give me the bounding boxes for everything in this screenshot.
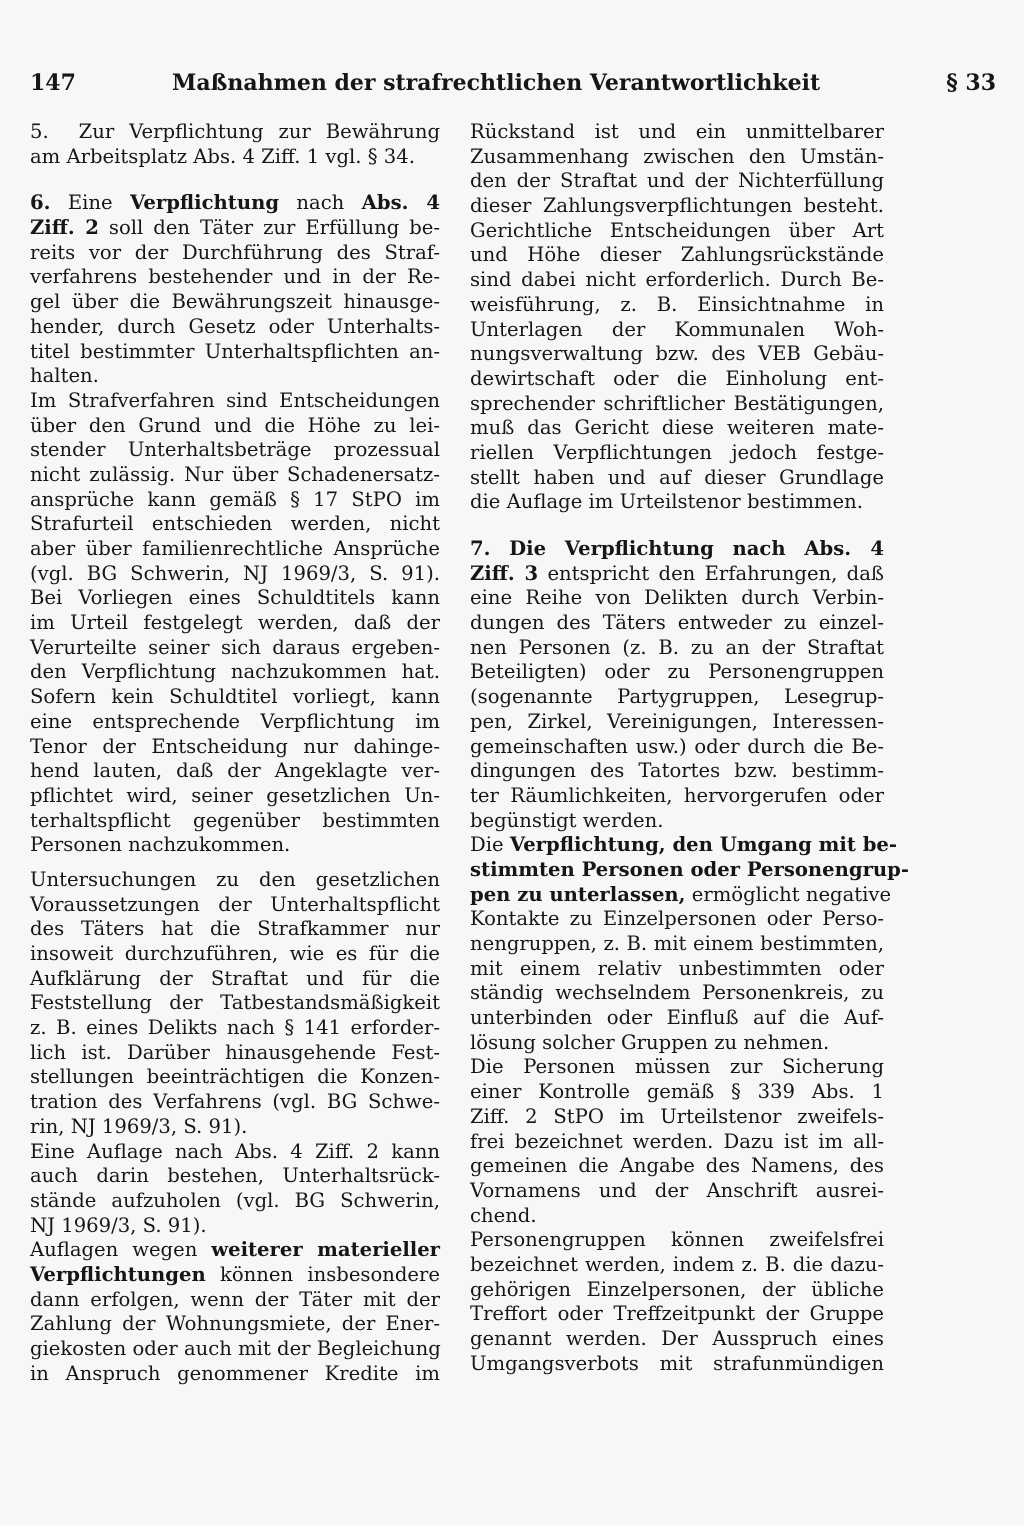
text-line: Voraussetzungen der Unterhaltspflicht <box>30 892 440 916</box>
text-line: Auflagen wegen weiterer materieller <box>30 1238 440 1262</box>
text-line: Rückstand ist und ein unmittelbarer <box>470 120 884 143</box>
paragraph-5 <box>30 120 440 169</box>
text-line: 6. Eine Verpflichtung nach Abs. 4 <box>30 191 441 215</box>
left-column <box>30 120 440 1386</box>
text-line: genannt werden. Der Ausspruch eines <box>470 1327 884 1350</box>
text-line: stände aufzuholen (vgl. BG Schwerin, <box>30 1188 440 1212</box>
text-line: nengruppen, z. B. mit einem bestimmten, <box>470 932 884 955</box>
running-header <box>30 70 996 102</box>
text-line: nungsverwaltung bzw. des VEB Gebäu- <box>470 342 884 366</box>
text-line: (vgl. BG Schwerin, NJ 1969/3, S. 91). <box>30 561 440 585</box>
text-line: Gerichtliche Entscheidungen über Art <box>470 218 884 242</box>
text-line: stellungen beeinträchtigen die Konzen- <box>30 1065 440 1089</box>
paragraph-untersuchungen <box>30 868 440 1238</box>
text-line: und Höhe dieser Zahlungsrückstände <box>470 243 884 267</box>
paragraph-rueckstand <box>470 120 884 515</box>
text-line: stimmten Personen oder Personengrup- <box>470 857 909 881</box>
text-line: Feststellung der Tatbestandsmäßigkeit <box>30 991 440 1015</box>
text-line: den Verpflichtung nachzukommen hat. <box>30 660 440 684</box>
text-line: Ziff. 3 entspricht den Erfahrungen, daß <box>470 561 884 585</box>
text-line: giekosten oder auch mit der Begleichung <box>30 1337 441 1360</box>
text-line: Ziff. 2 StPO im Urteilstenor zweifels- <box>470 1104 884 1128</box>
text-line: lich ist. Darüber hinausgehende Fest- <box>30 1040 440 1064</box>
text-line: sind dabei nicht erforderlich. Durch Be- <box>470 268 884 292</box>
text-line: Aufklärung der Straftat und für die <box>30 966 440 990</box>
text-line: terhaltspflicht gegenüber bestimmten <box>30 808 440 832</box>
text-line: Verurteilte seiner sich daraus ergeben- <box>30 635 440 659</box>
text-line: eine Reihe von Delikten durch Verbin- <box>470 586 884 610</box>
text-line: sprechender schriftlicher Bestätigungen, <box>470 391 884 415</box>
text-line: dieser Zahlungsverpflichtungen besteht. <box>470 194 884 218</box>
text-line: Personen nachzukommen. <box>30 833 291 857</box>
text-line: ansprüche kann gemäß § 17 StPO im <box>30 487 440 511</box>
text-line: Kontakte zu Einzelpersonen oder Perso- <box>470 907 884 931</box>
text-line: hender, durch Gesetz oder Unterhalts- <box>30 314 440 338</box>
text-line: Die Verpflichtung, den Umgang mit be- <box>470 833 898 857</box>
text-line: stender Unterhaltsbeträge prozessual <box>30 438 440 462</box>
text-line: pen, Zirkel, Vereinigungen, Interessen- <box>470 709 884 733</box>
paragraph-number: 6. <box>30 191 51 215</box>
paragraph-umgang <box>470 833 909 1055</box>
text-line: NJ 1969/3, S. 91). <box>30 1213 207 1237</box>
text-line: nicht zulässig. Nur über Schadenersatz- <box>30 462 440 486</box>
text-line: Zusammenhang zwischen den Umstän- <box>470 144 884 168</box>
text-line: Treffort oder Treffzeitpunkt der Gruppe <box>470 1302 884 1326</box>
text-line: mit einem relativ unbestimmten oder <box>470 956 884 980</box>
text-line: im Urteil festgelegt werden, daß der <box>30 611 440 635</box>
text-line: bezeichnet werden, indem z. B. die dazu- <box>470 1252 884 1276</box>
paragraph-personen <box>470 1055 884 1228</box>
text-line: Die Personen müssen zur Sicherung <box>470 1055 884 1079</box>
text-line: in Anspruch genommener Kredite im <box>30 1361 440 1385</box>
text-line: des Täters hat die Strafkammer nur <box>30 917 440 941</box>
text-line: begünstigt werden. <box>470 808 664 832</box>
text-line: auch darin bestehen, Unterhaltsrück- <box>30 1164 440 1188</box>
paragraph-6-continued <box>30 389 440 858</box>
running-title: Maßnahmen der strafrechtlichen Verantwortlichkeit <box>172 70 821 96</box>
text-line: rin, NJ 1969/3, S. 91). <box>30 1114 248 1138</box>
text-line: titel bestimmter Unterhaltspflichten an- <box>30 339 440 363</box>
text-line: gehörigen Einzelpersonen, der übliche <box>470 1277 884 1301</box>
text-line: Sofern kein Schuldtitel vorliegt, kann <box>30 685 440 709</box>
text-line: Bei Vorliegen eines Schuldtitels kann <box>30 586 440 610</box>
text-line: Ziff. 2 soll den Täter zur Erfüllung be- <box>30 216 440 240</box>
text-line: reits vor der Durchführung des Straf- <box>30 240 440 264</box>
text-line: Eine Auflage nach Abs. 4 Ziff. 2 kann <box>30 1139 440 1163</box>
text-line: Personengruppen können zweifelsfrei <box>470 1228 884 1252</box>
text-line: frei bezeichnet werden. Dazu ist im all- <box>470 1129 884 1153</box>
text-line: aber über familienrechtliche Ansprüche <box>30 537 440 560</box>
text-line: dingungen des Tatortes bzw. bestimm- <box>470 759 884 783</box>
text-line: eine entsprechende Verpflichtung im <box>30 709 440 733</box>
text-line: stellt haben und auf dieser Grundlage <box>470 465 884 489</box>
text-line: Beteiligten) oder zu Personengruppen <box>470 660 884 684</box>
text-line: tration des Verfahrens (vgl. BG Schwe- <box>30 1090 440 1114</box>
text-line: z. B. eines Delikts nach § 141 erforder- <box>30 1016 440 1040</box>
text-line: weisführung, z. B. Einsichtnahme in <box>470 292 884 316</box>
paragraph-personengruppen <box>470 1228 884 1376</box>
text-line: pflichtet wird, seiner gesetzlichen Un- <box>30 783 440 807</box>
paragraph-auflagen <box>30 1238 440 1386</box>
paragraph-number: 7. <box>470 537 491 560</box>
text-line: ter Räumlichkeiten, hervorgerufen oder <box>470 783 884 807</box>
paragraph-6 <box>30 191 440 389</box>
text-line: Tenor der Entscheidung nur dahinge- <box>30 734 440 758</box>
text-line: unterbinden oder Einfluß auf die Auf- <box>470 1006 884 1030</box>
text-line: Unterlagen der Kommunalen Woh- <box>470 317 884 341</box>
text-line: nen Personen (z. B. zu an der Straftat <box>470 635 884 659</box>
text-line: ständig wechselndem Personenkreis, zu <box>470 981 884 1005</box>
text-line: hend lauten, daß der Angeklagte ver- <box>30 759 440 783</box>
text-line: Zahlung der Wohnungsmiete, der Ener- <box>30 1312 440 1336</box>
paragraph-7 <box>470 537 884 833</box>
text-line: Strafurteil entschieden werden, nicht <box>30 512 440 536</box>
text-line: den der Straftat und der Nichterfüllung <box>470 169 884 193</box>
text-line: muß das Gericht diese weiteren mate- <box>470 416 884 440</box>
text-line: Im Strafverfahren sind Entscheidungen <box>30 388 440 412</box>
text-line: dann erfolgen, wenn der Täter mit der <box>30 1287 440 1311</box>
text-line: gel über die Bewährungszeit hinausge- <box>30 290 440 314</box>
section-marker: § 33 <box>946 70 996 96</box>
text-line: lösung solcher Gruppen zu nehmen. <box>470 1030 830 1054</box>
text-line: 7. Die Verpflichtung nach Abs. 4 <box>470 537 884 560</box>
text-line: insoweit durchzuführen, wie es für die <box>30 942 440 965</box>
text-line: chend. <box>470 1203 537 1227</box>
text-line: am Arbeitsplatz Abs. 4 Ziff. 1 vgl. § 34. <box>30 144 415 168</box>
text-line: dewirtschaft oder die Einholung ent- <box>470 366 884 390</box>
text-line: verfahrens bestehender und in der Re- <box>30 265 440 289</box>
text-line: riellen Verpflichtungen jedoch festge- <box>470 440 884 464</box>
text-line: Untersuchungen zu den gesetzlichen <box>30 867 440 891</box>
text-line: pen zu unterlassen, ermöglicht negative <box>470 882 892 906</box>
text-line: die Auflage im Urteilstenor bestimmen. <box>470 490 863 514</box>
text-line: dungen des Täters entweder zu einzel- <box>470 611 884 635</box>
text-line: halten. <box>30 364 99 388</box>
text-line: 5. Zur Verpflichtung zur Bewährung <box>30 120 440 143</box>
text-line: Vornamens und der Anschrift ausrei- <box>470 1178 884 1202</box>
text-line: einer Kontrolle gemäß § 339 Abs. 1 <box>470 1080 884 1104</box>
text-line: gemeinschaften usw.) oder durch die Be- <box>470 734 884 758</box>
text-line: Verpflichtungen können insbesondere <box>30 1262 440 1286</box>
text-line: über den Grund und die Höhe zu lei- <box>30 413 440 437</box>
text-line: gemeinen die Angabe des Namens, des <box>470 1154 884 1178</box>
text-line: (sogenannte Partygruppen, Lesegrup- <box>470 685 884 709</box>
text-line: Umgangsverbots mit strafunmündigen <box>470 1351 884 1375</box>
right-column <box>470 120 909 1376</box>
page-number: 147 <box>30 70 76 96</box>
